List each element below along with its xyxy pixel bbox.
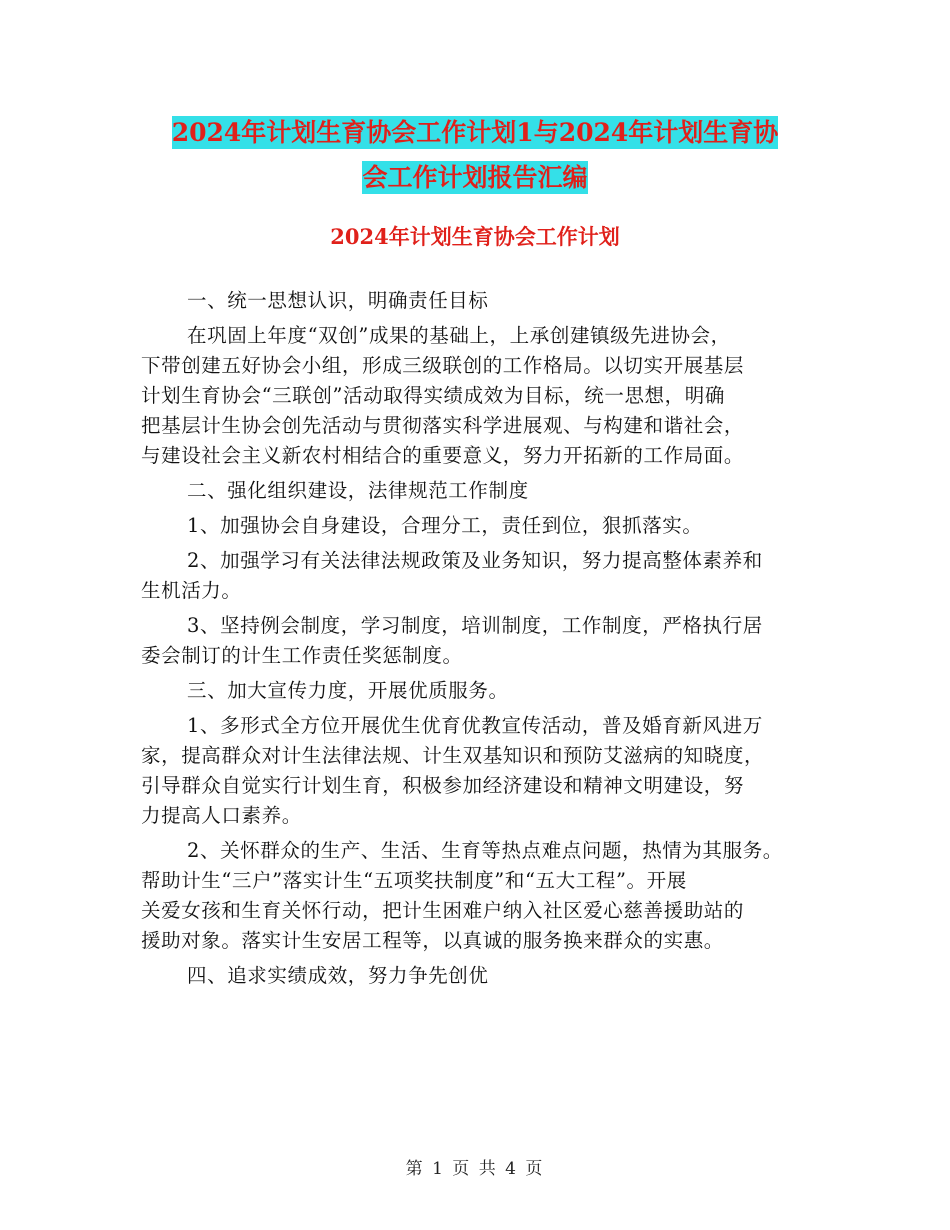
paragraph (141, 611, 821, 671)
paragraph-line: 计划生育协会“三联创”活动取得实绩成效为目标，统一思想，明确 (141, 384, 725, 407)
paragraph-line: 把基层计生协会创先活动与贯彻落实科学进展观、与构建和谐社会， (141, 414, 745, 437)
paragraph (141, 961, 821, 991)
document-title (120, 110, 830, 200)
paragraph (141, 711, 821, 831)
paragraph-line: 引导群众自觉实行计划生育，积极参加经济建设和精神文明建设，努 (141, 774, 745, 797)
paragraph (141, 286, 821, 316)
title-line-1: 2024年计划生育协会工作计划1与2024年计划生育协 (171, 118, 779, 147)
paragraph (141, 476, 821, 506)
paragraph-line: 与建设社会主义新农村相结合的重要意义，努力开拓新的工作局面。 (141, 444, 745, 467)
paragraph-line: 生机活力。 (141, 579, 242, 602)
title-line-2: 会工作计划报告汇编 (362, 163, 588, 192)
paragraph-line: 家，提高群众对计生法律法规、计生双基知识和预防艾滋病的知晓度， (141, 744, 765, 767)
paragraph-line: 力提高人口素养。 (141, 804, 302, 827)
paragraph-line: 3、坚持例会制度，学习制度，培训制度，工作制度，严格执行居 (187, 614, 763, 637)
paragraph (141, 836, 821, 956)
paragraph-line: 三、加大宣传力度，开展优质服务。 (187, 679, 509, 702)
paragraph-line: 1、多形式全方位开展优生优育优教宣传活动，普及婚育新风进万 (187, 714, 763, 737)
paragraph-line: 关爱女孩和生育关怀行动，把计生困难户纳入社区爱心慈善援助站的 (141, 899, 745, 922)
paragraph-line: 2、加强学习有关法律法规政策及业务知识，努力提高整体素养和 (187, 549, 763, 572)
paragraph-line: 2、关怀群众的生产、生活、生育等热点难点问题，热情为其服务。 (187, 839, 783, 862)
paragraph-line: 1、加强协会自身建设，合理分工，责任到位，狠抓落实。 (187, 514, 703, 537)
paragraph-line: 二、强化组织建设，法律规范工作制度 (187, 479, 529, 502)
page-footer: 第 1 页 共 4 页 (405, 1159, 545, 1179)
paragraph-line: 下带创建五好协会小组，形成三级联创的工作格局。以切实开展基层 (141, 354, 745, 377)
paragraph-line: 帮助计生“三户”落实计生“五项奖扶制度”和“五大工程”。开展 (141, 869, 687, 892)
paragraph-line: 援助对象。落实计生安居工程等，以真诚的服务换来群众的实惠。 (141, 929, 724, 952)
paragraph-line: 一、统一思想认识，明确责任目标 (187, 289, 489, 312)
paragraph-line: 在巩固上年度“双创”成果的基础上，上承创建镇级先进协会， (187, 324, 731, 347)
paragraph (141, 511, 821, 541)
paragraph (141, 676, 821, 706)
paragraph (141, 321, 821, 471)
paragraph (141, 546, 821, 606)
paragraph-line: 委会制订的计生工作责任奖惩制度。 (141, 644, 463, 667)
document-body (141, 286, 821, 996)
section-subtitle: 2024年计划生育协会工作计划 (330, 224, 620, 249)
paragraph-line: 四、追求实绩成效，努力争先创优 (187, 964, 489, 987)
